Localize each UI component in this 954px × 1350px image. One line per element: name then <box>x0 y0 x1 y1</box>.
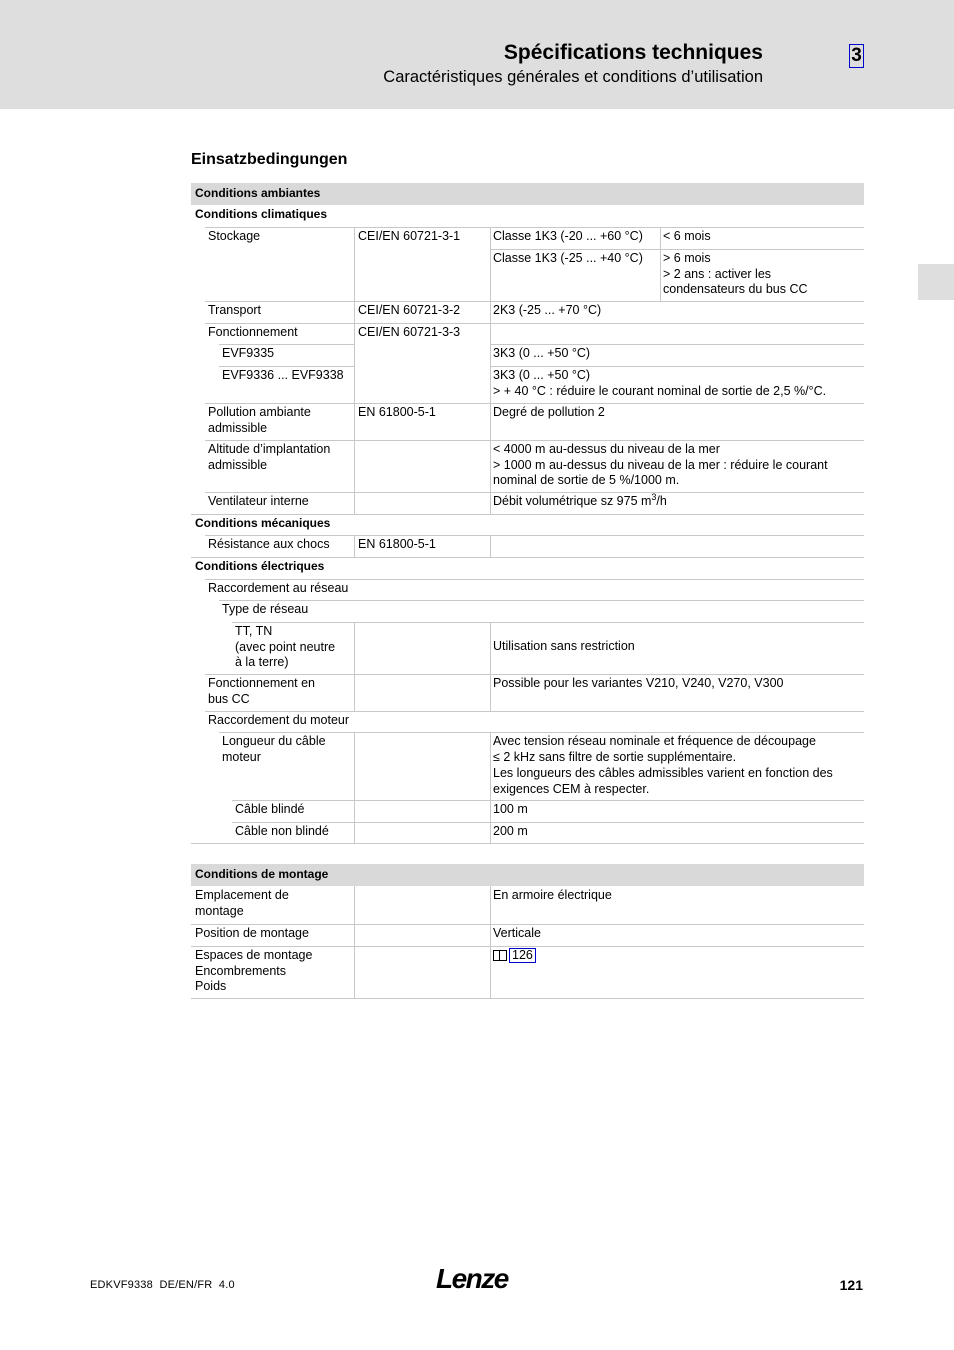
evf9336-value: 3K3 (0 ... +50 °C) > + 40 °C : réduire le courant nominal de sortie de 2,5 %/°C. <box>493 368 827 398</box>
storage-class-2: Classe 1K3 (-25 ... +40 °C) <box>493 251 643 265</box>
operation-label: Fonctionnement <box>208 325 298 339</box>
book-icon <box>493 950 507 960</box>
altitude-label: Altitude d’implantation admissible <box>208 442 331 472</box>
pollution-norm: EN 61800-5-1 <box>358 405 436 419</box>
altitude-value: < 4000 m au-dessus du niveau de la mer > 1000 m au-dessus du niveau de la mer : réduire le courant nominal de sortie de 5 %/1000 m. <box>493 442 828 487</box>
storage-norm: CEI/EN 60721-3-1 <box>358 229 461 243</box>
shielded-cable-value: 100 m <box>493 802 528 816</box>
mounting-conditions-table <box>191 864 864 998</box>
dc-bus-label: Fonctionnement en bus CC <box>208 676 316 706</box>
unshielded-cable-value: 200 m <box>493 824 528 838</box>
evf9335-value: 3K3 (0 ... +50 °C) <box>493 346 591 360</box>
mains-label: Raccordement au réseau <box>208 581 349 595</box>
cable-length-value-2: Les longueurs des câbles admissibles varient en fonction des exigences CEM à respecter. <box>493 766 833 796</box>
dc-bus-value: Possible pour les variantes V210, V240, V270, V300 <box>493 676 784 690</box>
shock-label: Résistance aux chocs <box>208 537 330 551</box>
ambient-conditions-table <box>191 183 864 843</box>
mounting-spaces-ref <box>490 946 539 964</box>
unshielded-cable-label: Câble non blindé <box>235 824 329 838</box>
page-reference-link[interactable]: 126 <box>509 948 536 963</box>
mounting-position-value: Verticale <box>493 926 541 940</box>
storage-label: Stockage <box>208 229 261 243</box>
transport-norm: CEI/EN 60721-3-2 <box>358 303 461 317</box>
cable-length-value-1: Avec tension réseau nominale et fréquence de découpage ≤ 2 kHz sans filtre de sortie supplémentaire. <box>493 734 816 764</box>
network-type-label: Type de réseau <box>222 602 309 616</box>
mounting-location-value: En armoire électrique <box>493 888 612 902</box>
pollution-label: Pollution ambiante admissible <box>208 405 311 435</box>
motor-connection-label: Raccordement du moteur <box>208 713 350 727</box>
climatic-heading: Conditions climatiques <box>195 207 328 221</box>
mounting-spaces-label: Espaces de montage Encombrements Poids <box>195 948 313 993</box>
table-heading-ambient: Conditions ambiantes <box>191 183 864 205</box>
lenze-logo: Lenze <box>436 1263 508 1294</box>
fan-label: Ventilateur interne <box>208 494 309 508</box>
cable-length-label: Longueur du câble moteur <box>222 734 326 764</box>
page-number: 121 <box>839 1277 863 1293</box>
tt-tn-value: Utilisation sans restriction <box>493 639 635 653</box>
storage-duration-1: < 6 mois <box>663 229 711 243</box>
tt-tn-label: TT, TN (avec point neutre à la terre) <box>235 624 336 669</box>
pollution-value: Degré de pollution 2 <box>493 405 605 419</box>
mounting-position-label: Position de montage <box>195 926 309 940</box>
storage-class-1: Classe 1K3 (-20 ... +60 °C) <box>493 229 643 243</box>
operation-norm: CEI/EN 60721-3-3 <box>358 325 461 339</box>
mechanical-heading: Conditions mécaniques <box>195 516 331 530</box>
page-title: Spécifications techniques <box>503 41 763 64</box>
transport-label: Transport <box>208 303 262 317</box>
chapter-link[interactable]: 3 <box>849 44 864 68</box>
document-id: EDKVF9338 DE/EN/FR 4.0 <box>90 1279 235 1291</box>
header-band <box>0 0 954 109</box>
chapter-side-tab <box>918 264 954 300</box>
storage-duration-2: > 6 mois > 2 ans : activer les condensateurs du bus CC <box>663 251 808 296</box>
table-heading-mounting: Conditions de montage <box>191 864 864 886</box>
electrical-heading: Conditions électriques <box>195 559 325 573</box>
transport-value: 2K3 (-25 ... +70 °C) <box>493 303 602 317</box>
mounting-location-label: Emplacement de montage <box>195 888 289 918</box>
shielded-cable-label: Câble blindé <box>235 802 305 816</box>
evf9335-label: EVF9335 <box>222 346 275 360</box>
evf9336-label: EVF9336 ... EVF9338 <box>222 368 344 382</box>
section-heading: Einsatzbedingungen <box>191 151 348 168</box>
shock-norm: EN 61800-5-1 <box>358 537 436 551</box>
fan-value: Débit volumétrique sz 975 $m^3/h$ <box>493 491 667 508</box>
page-subtitle: Caractéristiques générales et conditions d’utilisation <box>383 68 763 86</box>
